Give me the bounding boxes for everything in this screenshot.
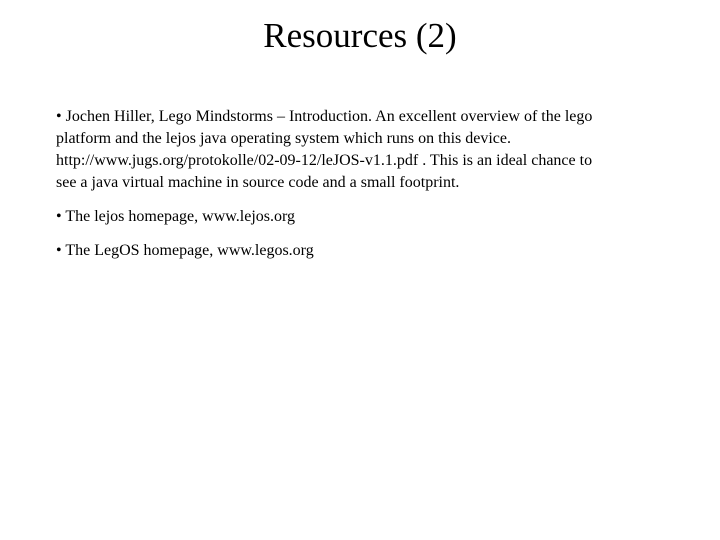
bullet-text: The LegOS homepage, www.legos.org bbox=[65, 242, 314, 259]
bullet-dot-icon: • bbox=[56, 108, 66, 125]
bullet-item-lejos-homepage bbox=[56, 206, 604, 228]
bullet-item-jochen-hiller bbox=[56, 106, 604, 194]
bullet-item-legos-homepage bbox=[56, 240, 604, 262]
bullet-text: The lejos homepage, www.lejos.org bbox=[65, 208, 296, 225]
bullet-dot-icon: • bbox=[56, 242, 66, 259]
bullet-dot-icon: • bbox=[56, 208, 66, 225]
bullet-list bbox=[56, 106, 604, 274]
bullet-text: Jochen Hiller, Lego Mindstorms – Introduction. An excellent overview of the lego platform and the lejos java operating system which runs on this device. http://www.jugs.org/protokolle/02-09-12/leJOS-v1.1.pdf . This is an ideal chance to see a java virtual machine in source code and a small footprint. bbox=[56, 108, 593, 191]
slide-title: Resources (2) bbox=[263, 16, 457, 55]
